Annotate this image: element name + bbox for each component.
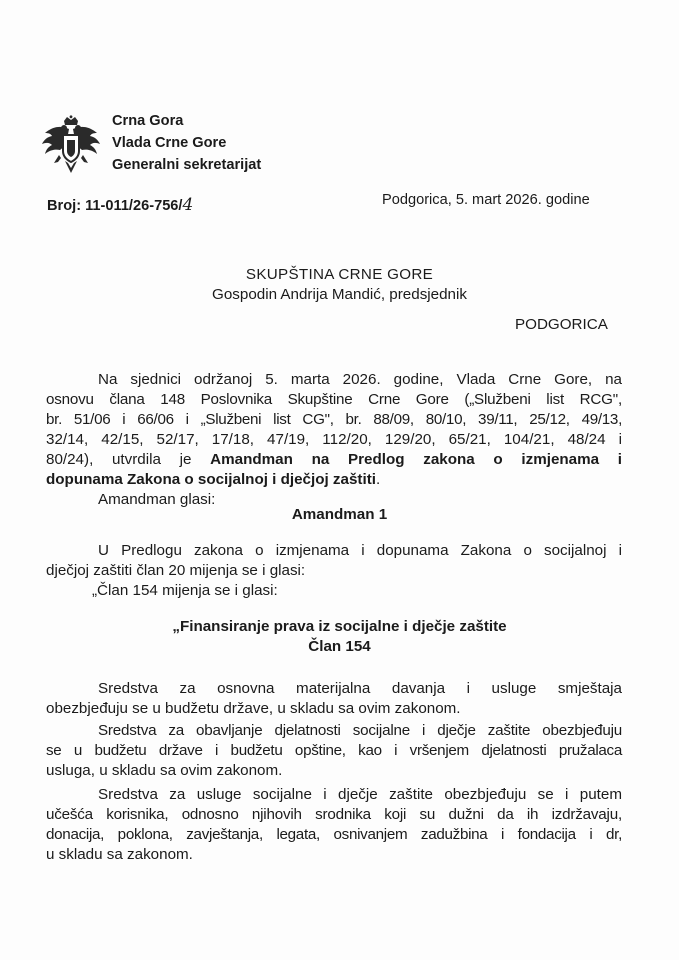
recipient-institution: SKUPŠTINA CRNE GORE xyxy=(245,266,434,283)
reference-number xyxy=(47,195,194,215)
intro-text: 80/24), utvrdila je xyxy=(46,451,211,468)
article-paragraph-line: Sredstva za obavljanje djelatnosti socijalne i dječje zaštite obezbjeđuju xyxy=(98,722,622,739)
intro-line xyxy=(46,451,622,468)
recipient-city: PODGORICA xyxy=(515,316,608,333)
amendment-line: „Član 154 mijenja se i glasi: xyxy=(92,582,278,599)
intro-emphasis: dopunama Zakona o socijalnoj i dječjoj zaštiti xyxy=(46,471,376,488)
coat-of-arms-icon xyxy=(40,115,102,177)
article-number: Član 154 xyxy=(308,638,371,655)
amendment-title: Amandman 1 xyxy=(291,506,388,523)
reference-label: Broj: 11-011/26-756/ xyxy=(47,198,183,214)
article-paragraph-line: obezbjeđuju se u budžetu države, u skladu sa ovim zakonom. xyxy=(46,700,461,717)
intro-line: br. 51/06 i 66/06 i „Službeni list CG", br. 88/09, 80/10, 39/11, 25/12, 49/13, xyxy=(46,411,622,428)
issuer-country: Crna Gora xyxy=(112,113,184,129)
amendment-intro: Amandman glasi: xyxy=(98,491,216,508)
issuer-government: Vlada Crne Gore xyxy=(112,135,227,151)
intro-text: . xyxy=(375,471,381,488)
intro-line xyxy=(46,471,380,488)
article-paragraph-line: usluga, u skladu sa ovim zakonom. xyxy=(46,762,283,779)
intro-emphasis: Amandman na Predlog zakona o izmjenama i xyxy=(210,451,622,468)
issuer-header xyxy=(112,110,261,176)
amendment-line: U Predlogu zakona o izmjenama i dopunama Zakona o socijalnoj i xyxy=(98,542,622,559)
amendment-line: dječjoj zaštiti član 20 mijenja se i glasi: xyxy=(46,562,306,579)
recipient-person: Gospodin Andrija Mandić, predsjednik xyxy=(212,286,467,303)
article-heading: „Finansiranje prava iz socijalne i dječje zaštite xyxy=(172,618,507,635)
handwritten-suffix: 4 xyxy=(182,195,195,215)
article-paragraph-line: učešća korisnika, odnosno njihovih srodnika koji su dužni da ih izdržavaju, xyxy=(46,806,622,823)
article-paragraph-line: u skladu sa zakonom. xyxy=(46,846,193,863)
place-date: Podgorica, 5. mart 2026. godine xyxy=(382,192,590,208)
article-paragraph-line: Sredstva za osnovna materijalna davanja i usluge smještaja xyxy=(98,680,622,697)
article-paragraph-line: Sredstva za usluge socijalne i dječje zaštite obezbjeđuju se i putem xyxy=(98,786,622,803)
intro-line: osnovu člana 148 Poslovnika Skupštine Crne Gore („Službeni list RCG", xyxy=(46,391,622,408)
article-paragraph-line: se u budžetu države i budžetu opštine, kao i vršenjem djelatnosti pružalaca xyxy=(46,742,622,759)
article-paragraph-line: donacija, poklona, zavještanja, legata, osnivanjem zadužbina i fondacija i dr, xyxy=(46,826,622,843)
intro-line: 32/14, 42/15, 52/17, 17/18, 47/19, 112/20, 129/20, 65/21, 104/21, 48/24 i xyxy=(46,431,622,448)
issuer-department: Generalni sekretarijat xyxy=(112,157,262,173)
intro-line: Na sjednici održanoj 5. marta 2026. godine, Vlada Crne Gore, na xyxy=(98,371,622,388)
